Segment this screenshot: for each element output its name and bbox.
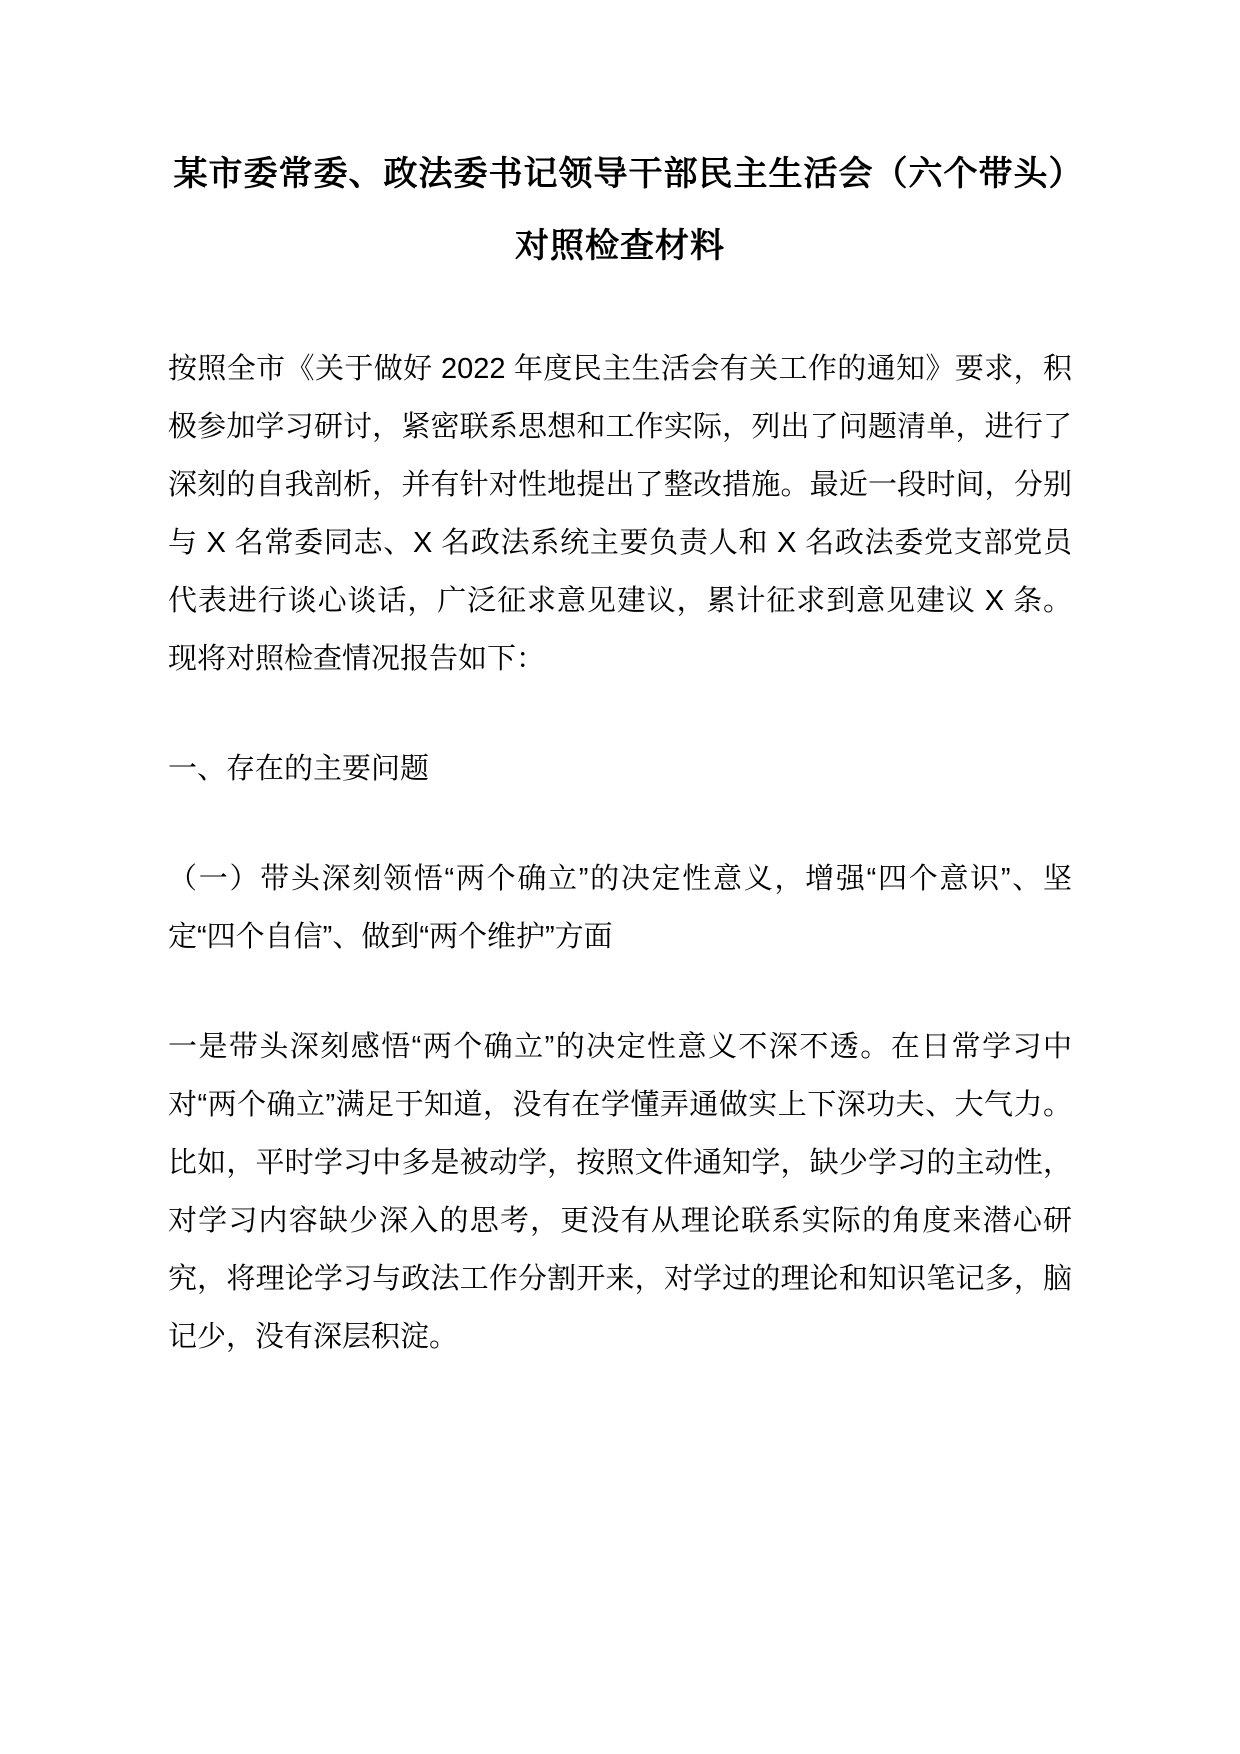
paragraph-intro: 按照全市《关于做好 2022 年度民主生活会有关工作的通知》要求，积极参加学习研讨，紧密联系思想和工作实际，列出了问题清单，进行了深刻的自我剖析，并有针对性地提出了整改措施。最近一段时间，分别与 X 名常委同志、X 名政法系统主要负责人和 X 名政法委党支部党员代表进行谈心谈话，广泛征求意见建议，累计征求到意见建议 X 条。现将对照检查情况报告如下：	[168, 353, 1072, 675]
subsection-heading-two-establishments: （一）带头深刻领悟“两个确立”的决定性意义，增强“四个意识”、坚定“四个自信”、做到“两个维护”方面	[168, 863, 1072, 953]
document-title: 某市委常委、政法委书记领导干部民主生活会（六个带头）对照检查材料	[173, 155, 1067, 265]
section-heading-main-problems: 一、存在的主要问题	[168, 753, 430, 785]
paragraph-problem-detail: 一是带头深刻感悟“两个确立”的决定性意义不深不透。在日常学习中对“两个确立”满足于知道，没有在学懂弄通做实上下深功夫、大气力。比如，平时学习中多是被动学，按照文件通知学，缺少学习的主动性，对学习内容缺少深入的思考，更没有从理论联系实际的角度来潜心研究，将理论学习与政法工作分割开来，对学过的理论和知识笔记多，脑记少，没有深层积淀。	[168, 1031, 1072, 1353]
